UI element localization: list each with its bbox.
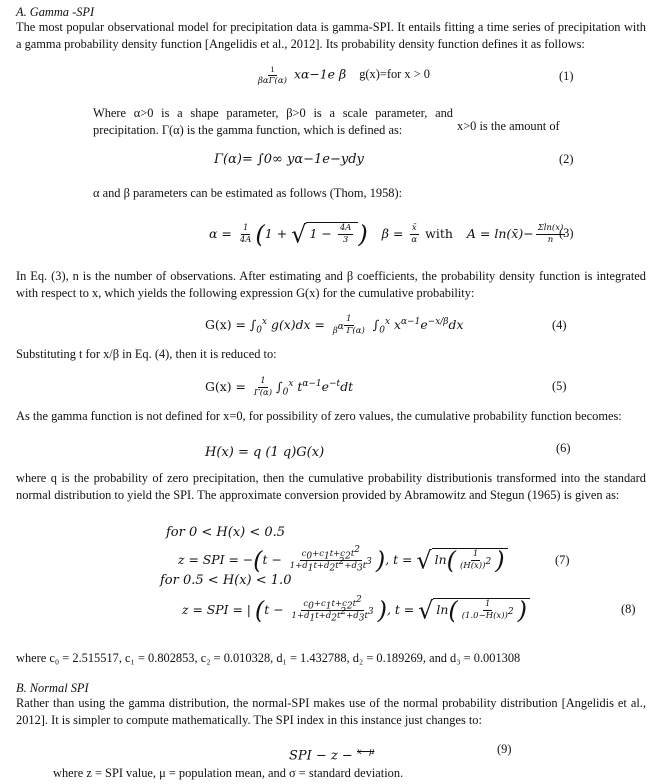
intro-paragraph: The most popular observational model for precipitation data is gamma-SPI. It entails fitting a time series of precipitation with a gamma probability density function [Angelidis et al., 2012]. Its probability density function defines it as follows: (16, 20, 646, 51)
estimate-line: α and β parameters can be estimated as follows (Thom, 1958): (93, 186, 403, 200)
eq9-number: (9) (497, 742, 512, 756)
equation-1 (254, 64, 430, 87)
equation-5: G(x) = $\frac{1}{\Gamma(\alpha)}$ $\int_0^x$ $t^{\alpha-1}e^{-t}dt$ (205, 376, 354, 398)
eq7-number: (7) (555, 553, 570, 567)
eq3-A: A = ln(x̄)− (466, 226, 534, 241)
eq4-number: (4) (552, 318, 567, 332)
equation-4: $G(x) = \int_0^x$ g(x)dx = $\frac{1}{\text{βα Γ(α)}}$ $\int_0^x$ $x^{\alpha-1}e^{-x/\beta}dx$ (205, 314, 464, 336)
eq7-condition-1: for 0 < H(x) < 0.5 (166, 525, 286, 540)
eq2-number: (2) (559, 152, 574, 166)
substitute-line: Substituting t for x/β in Eq. (4), then it is reduced to: (16, 347, 277, 361)
section-a-heading: A. Gamma -SPI (16, 5, 95, 19)
section-b-heading: B. Normal SPI (16, 681, 89, 695)
eq5-number: (5) (552, 379, 567, 393)
equation-7: z = SPI = −(t − $\frac{c0+c1t+c2t2}{1+d1t+d2t2+d3t3}$ ), t = √ ln( $\frac{1}{(H(x))2}$ ) (178, 548, 508, 572)
equation-8: z = SPI = | (t − $\frac{c0+c1t+c2t2}{1+d1t+d2t2+d3t3}$ ), t = √ ln( $\frac{1}{(1.0-H(x))2}$ ) (182, 598, 530, 622)
where-q-paragraph: where q is the probability of zero precipitation, then the cumulative probability distributionis transformed into the standard normal distribution to yield the SPI. The approximate conversion provided by Abramowitz and Stegun (1965) is given as: (16, 471, 646, 502)
equation-3: α = $\frac{1}{4A}$ (1 + √ 1 − $\frac{4A}{3}$ ) β = $\frac{x̄}{\alpha}$ with A = ln(x̄)− $\frac{\Sigma\ln(x)}{n}$ (209, 220, 564, 249)
zero-values-line: As the gamma function is not defined for x=0, for possibility of zero values, the cumulative probability function becomes: (16, 409, 622, 423)
x-amount-text: x>0 is the amount of (457, 119, 560, 133)
equation-2: Γ(α)= ∫0∞ yα−1e−ydy (214, 152, 364, 167)
equation-9: SPI − z − $^{x-\mu}$ (289, 747, 375, 764)
where-alpha-paragraph: Where α>0 is a shape parameter, β>0 is a scale parameter, and precipitation. Γ(α) is the gamma function, which is defined as: (93, 106, 453, 137)
eq1-number: (1) (559, 69, 574, 83)
eq3-with: with (425, 226, 453, 241)
after-eq3-paragraph: In Eq. (3), n is the number of observations. After estimating and β coefficients, the probability density function is integrated with respect to x, which yields the following expression G(x) for the cumulative probability: (16, 269, 646, 300)
eq1-g: g(x)=for x > 0 (359, 67, 430, 82)
normal-spi-paragraph: Rather than using the gamma distribution, the normal-SPI makes use of the normal probability distribution [Angelidis et al., 2012]. It is simpler to compute mathematically. The SPI index in this instance just changes to: (16, 696, 646, 727)
equation-6: H(x) = q (1 q)G(x) (205, 445, 325, 460)
eq6-number: (6) (556, 441, 571, 455)
eq8-number: (8) (621, 602, 636, 616)
where-z-line: where z = SPI value, μ = population mean, and σ = standard deviation. (53, 766, 404, 780)
eq1-fraction: $\frac{1}{\text{βαΓ(α)}}$ (258, 64, 287, 86)
constants-line: where c₀ = 2.515517, c₁ = 0.802853, c₂ = 0.010328, d₁ = 1.432788, d₂ = 0.189269, and d₃ = 0.001308 (16, 651, 521, 665)
eq1-body: xα−1e β (294, 66, 347, 82)
eq3-number: (3) (559, 226, 574, 240)
eq7-condition-2: for 0.5 < H(x) < 1.0 (160, 573, 292, 588)
